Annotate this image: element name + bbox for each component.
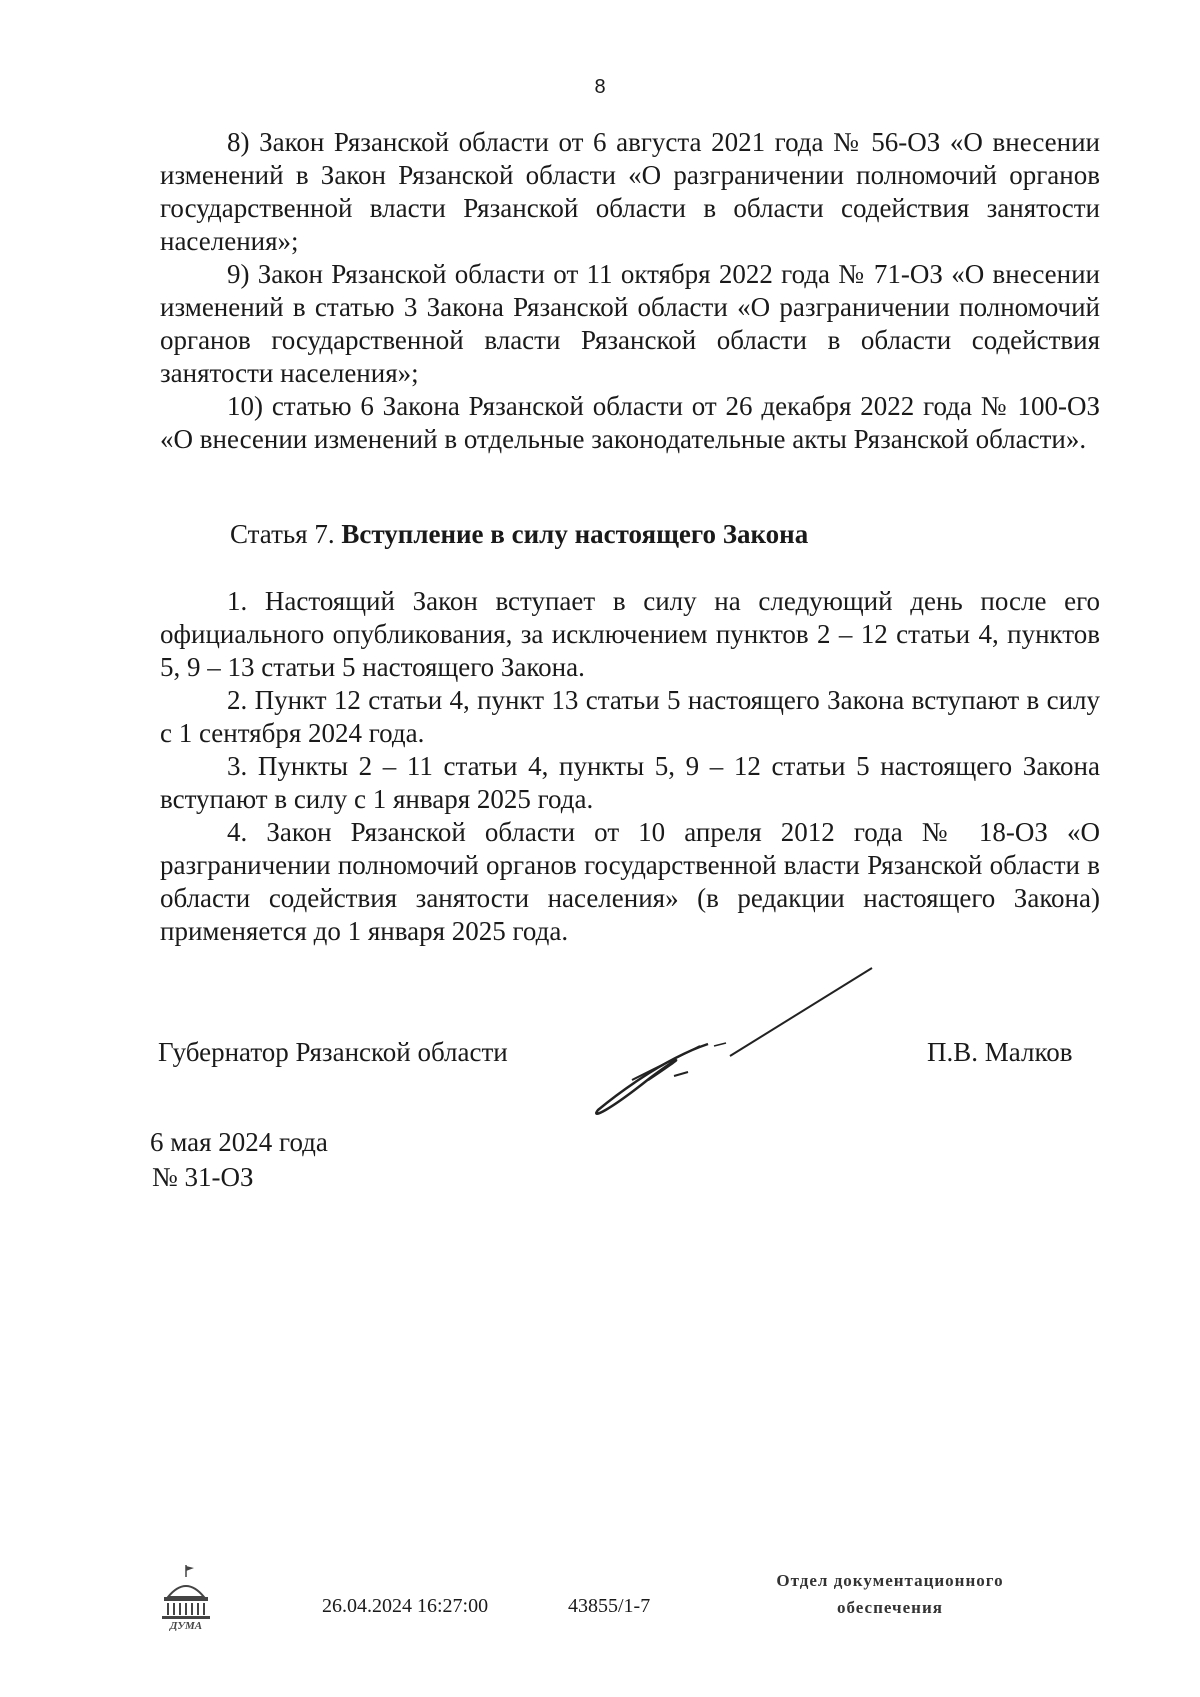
list-items-block	[160, 126, 1100, 456]
article-paragraph-4: 4. Закон Рязанской области от 10 апреля 2012 года № 18-ОЗ «О разграничении полномочий органов государственной власти Рязанской области в области содействия занятости населения» (в редакции настоящего Закона) применяется до 1 января 2025 года.	[160, 817, 1100, 946]
list-item-8: 8) Закон Рязанской области от 6 августа 2021 года № 56-ОЗ «О внесении изменений в Закон Рязанской области «О разграничении полномочий органов государственной власти Рязанской области в области содействия занятости населения»;	[160, 127, 1100, 256]
document-date: 6 мая 2024 года	[150, 1127, 328, 1157]
article-title: Вступление в силу настоящего Закона	[341, 519, 809, 549]
footer-department-stamp	[740, 1567, 1040, 1621]
article-heading	[230, 518, 808, 551]
logo-text: ДУМА	[169, 1620, 203, 1631]
signature-title: Губернатор Рязанской области	[158, 1037, 508, 1067]
footer-dept-line1: Отдел документационного	[776, 1571, 1004, 1590]
signature-name: П.В. Малков	[927, 1037, 1073, 1067]
footer-dept-line2: обеспечения	[837, 1598, 943, 1617]
page-number: 8	[594, 76, 606, 98]
footer-code: 43855/1-7	[568, 1595, 651, 1617]
article-paragraph-1: 1. Настоящий Закон вступает в силу на следующий день после его официального опубликования, за исключением пунктов 2 – 12 статьи 4, пунктов 5, 9 – 13 статьи 5 настоящего Закона.	[160, 586, 1100, 682]
duma-logo-icon	[158, 1563, 214, 1631]
article-prefix: Статья 7.	[230, 519, 335, 549]
list-item-9: 9) Закон Рязанской области от 11 октября 2022 года № 71-ОЗ «О внесении изменений в статью 3 Закона Рязанской области «О разграничении полномочий органов государственной власти Рязанской области в области содействия занятости населения»;	[160, 259, 1100, 388]
article-paragraph-3: 3. Пункты 2 – 11 статьи 4, пункты 5, 9 – 12 статьи 5 настоящего Закона вступают в силу с 1 января 2025 года.	[160, 751, 1100, 814]
document-number: № 31-ОЗ	[152, 1162, 254, 1192]
article-body	[160, 585, 1100, 948]
list-item-10: 10) статью 6 Закона Рязанской области от 26 декабря 2022 года № 100-ОЗ «О внесении изменений в отдельные законодательные акты Рязанской области».	[160, 391, 1100, 454]
article-paragraph-2: 2. Пункт 12 статьи 4, пункт 13 статьи 5 настоящего Закона вступают в силу с 1 сентября 2024 года.	[160, 685, 1100, 748]
handwritten-signature	[590, 960, 890, 1120]
footer-timestamp: 26.04.2024 16:27:00	[322, 1595, 489, 1617]
